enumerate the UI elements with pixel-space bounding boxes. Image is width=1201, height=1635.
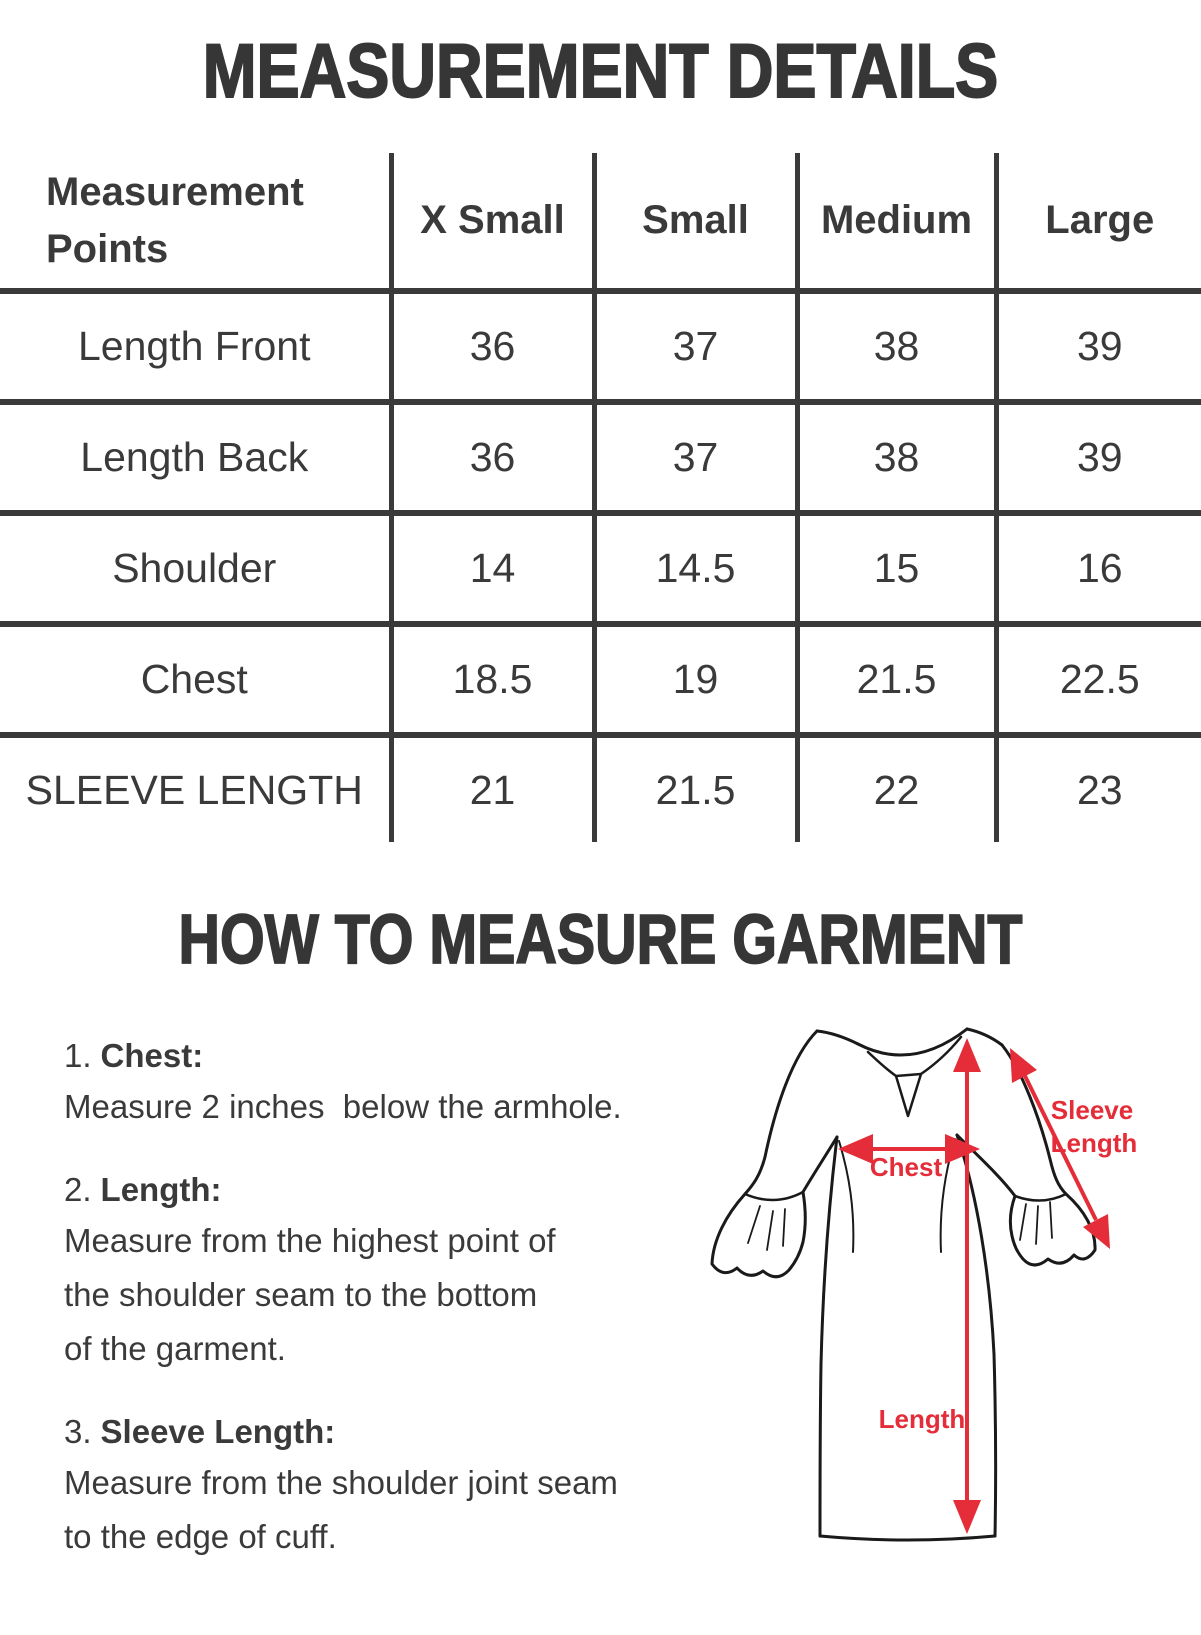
page-title: MEASUREMENT DETAILS <box>202 29 999 114</box>
instructions-list <box>64 1024 690 1596</box>
instruction-number: 1. <box>64 1037 92 1074</box>
hem-line <box>820 1536 995 1540</box>
instruction-number: 2. <box>64 1171 92 1208</box>
instruction-text-line: Measure 2 inches below the armhole. <box>64 1088 622 1125</box>
right-sleeve-ruffle <box>1010 1194 1095 1265</box>
column-header-measurement-points <box>0 153 391 291</box>
left-shoulder-line <box>817 1031 858 1044</box>
cell-value: 16 <box>996 513 1201 624</box>
cell-value: 37 <box>594 402 797 513</box>
cell-value: 37 <box>594 291 797 402</box>
cell-value: 22.5 <box>996 624 1201 735</box>
instruction-length <box>64 1166 690 1376</box>
how-to-measure-title: HOW TO MEASURE GARMENT <box>178 900 1023 978</box>
column-header-large: Large <box>996 153 1201 291</box>
table-row-sleeve-length <box>0 735 1201 842</box>
cell-value: 38 <box>797 402 996 513</box>
collar-band-and-v-notch <box>868 1037 961 1116</box>
left-sleeve-outer <box>745 1031 817 1194</box>
instruction-sleeve-length <box>64 1408 690 1564</box>
chest-arrow-label: Chest <box>869 1152 943 1182</box>
cell-value: 21.5 <box>797 624 996 735</box>
instruction-text-line: the shoulder seam to the bottom <box>64 1276 538 1313</box>
left-sleeve-ruffle <box>712 1192 805 1277</box>
table-row-length-back <box>0 402 1201 513</box>
left-ruffle-pleats <box>748 1206 785 1250</box>
cell-value: 22 <box>797 735 996 842</box>
cell-value: 15 <box>797 513 996 624</box>
cell-value: 14.5 <box>594 513 797 624</box>
cell-value: 38 <box>797 291 996 402</box>
cell-value: 18.5 <box>391 624 594 735</box>
size-chart-header-row <box>0 153 1201 291</box>
cell-value: 19 <box>594 624 797 735</box>
garment-measurement-illustration <box>690 1024 1140 1544</box>
length-arrow-head-bottom <box>953 1500 981 1534</box>
instruction-text-line: to the edge of cuff. <box>64 1518 337 1555</box>
instruction-label: Chest: <box>100 1037 204 1074</box>
row-label: Chest <box>0 624 391 735</box>
instruction-number: 3. <box>64 1413 92 1450</box>
size-chart-table <box>0 153 1201 842</box>
instruction-text-line: of the garment. <box>64 1330 286 1367</box>
instruction-text-line: Measure from the shoulder joint seam <box>64 1464 618 1501</box>
cell-value: 21 <box>391 735 594 842</box>
instruction-label: Length: <box>100 1171 222 1208</box>
table-row-chest <box>0 624 1201 735</box>
row-label: Shoulder <box>0 513 391 624</box>
cell-value: 14 <box>391 513 594 624</box>
sleeve-arrow-head-top <box>1010 1048 1037 1083</box>
instruction-label: Sleeve Length: <box>100 1413 336 1450</box>
sleeve-length-label-line2: Length <box>1050 1128 1138 1158</box>
row-label: SLEEVE LENGTH <box>0 735 391 842</box>
cell-value: 23 <box>996 735 1201 842</box>
cell-value: 39 <box>996 402 1201 513</box>
body-left-seam <box>820 1137 837 1536</box>
left-princess-seam <box>839 1141 853 1252</box>
body-right-seam <box>957 1135 996 1536</box>
column-header-label: Measurement Points <box>46 169 304 271</box>
instruction-heading <box>64 1166 690 1214</box>
instruction-heading <box>64 1408 690 1456</box>
column-header-medium: Medium <box>797 153 996 291</box>
table-row-length-front <box>0 291 1201 402</box>
sleeve-length-label-line1: Sleeve <box>1050 1095 1134 1125</box>
column-header-x-small: X Small <box>391 153 594 291</box>
column-header-small: Small <box>594 153 797 291</box>
right-shoulder-line <box>967 1029 1002 1045</box>
cell-value: 36 <box>391 291 594 402</box>
left-cuff-gather-line <box>745 1192 803 1200</box>
instruction-heading <box>64 1032 690 1080</box>
instruction-chest <box>64 1032 690 1134</box>
length-arrow <box>953 1038 981 1534</box>
right-cuff-gather-line <box>1015 1194 1066 1201</box>
cell-value: 21.5 <box>594 735 797 842</box>
row-label: Length Back <box>0 402 391 513</box>
how-to-measure-section <box>0 1024 1201 1596</box>
table-row-shoulder <box>0 513 1201 624</box>
instruction-text-line: Measure from the highest point of <box>64 1222 556 1259</box>
length-arrow-label: Length <box>878 1404 966 1434</box>
row-label: Length Front <box>0 291 391 402</box>
neckline-outer <box>858 1029 967 1055</box>
right-ruffle-pleats <box>1020 1202 1052 1244</box>
garment-diagram <box>690 1024 1150 1549</box>
cell-value: 39 <box>996 291 1201 402</box>
collar-band-bottom <box>896 1074 921 1076</box>
cell-value: 36 <box>391 402 594 513</box>
